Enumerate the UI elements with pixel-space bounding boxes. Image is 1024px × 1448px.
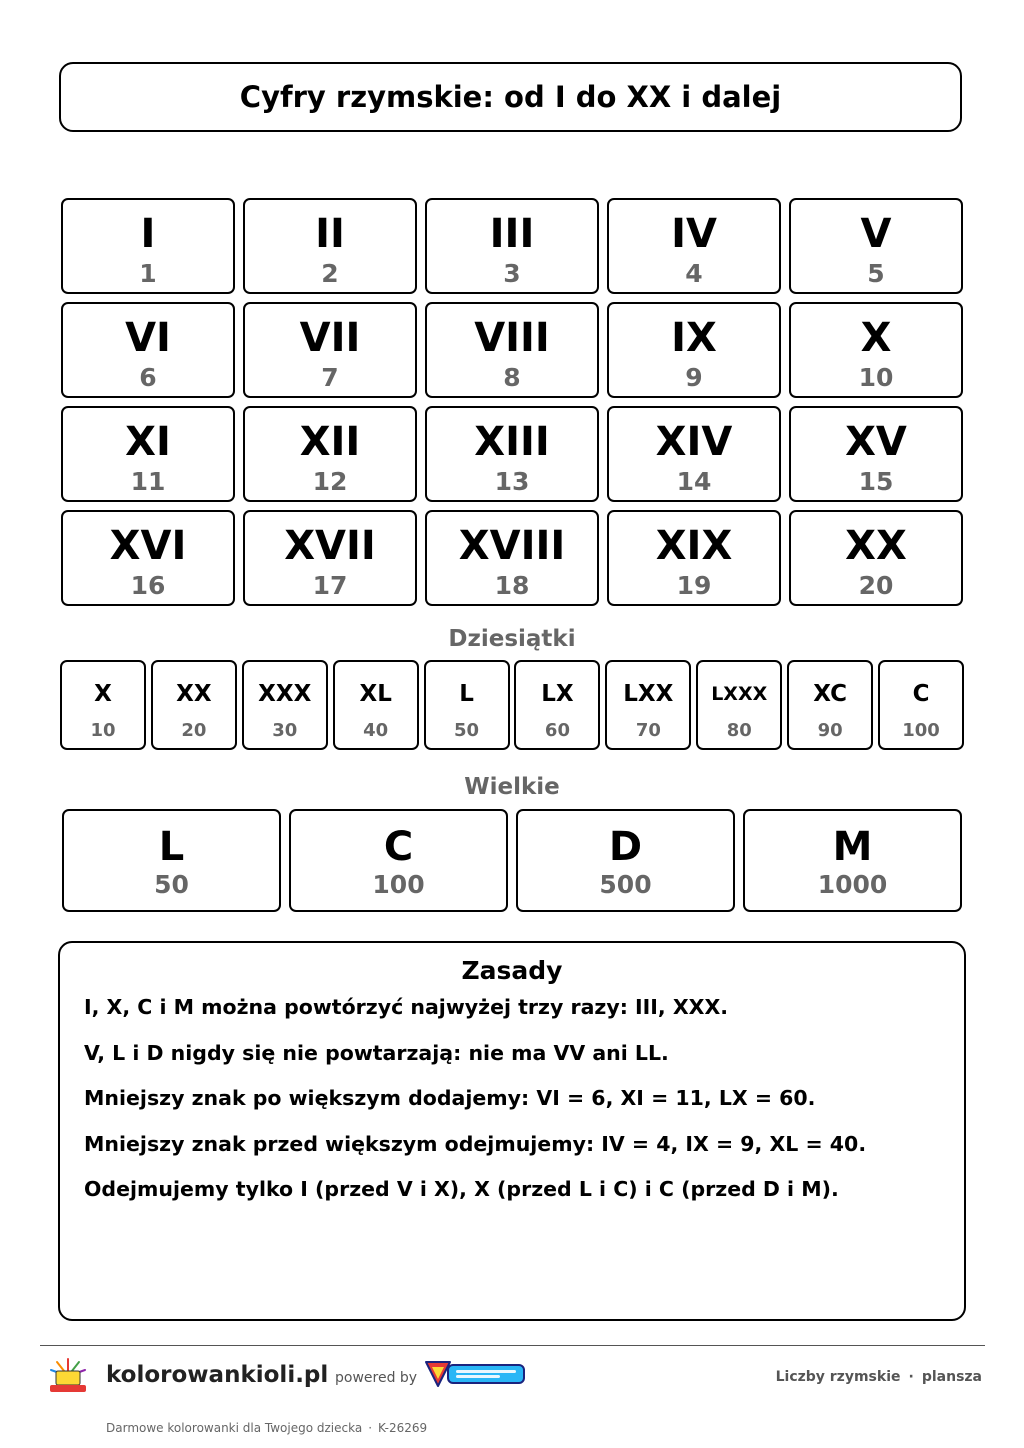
arabic-number: 14	[676, 467, 712, 496]
site-name[interactable]: kolorowankioli.pl	[106, 1362, 329, 1388]
arabic-number: 90	[817, 720, 843, 741]
roman-numeral: XX	[845, 523, 907, 569]
numeral-card	[425, 406, 599, 502]
large-section-label: Wielkie	[464, 774, 560, 800]
arabic-number: 13	[494, 467, 530, 496]
roman-numeral: V	[860, 211, 892, 257]
numeral-card	[61, 302, 235, 398]
footer-note-text: Darmowe kolorowanki dla Twojego dziecka	[106, 1421, 363, 1435]
tens-card	[60, 660, 146, 750]
rules-title: Zasady	[461, 956, 563, 985]
roman-numeral: LXX	[623, 681, 674, 707]
roman-numeral: X	[94, 681, 112, 707]
arabic-number: 1000	[817, 870, 888, 899]
roman-numeral: L	[158, 824, 185, 870]
roman-numeral: LXXX	[711, 683, 768, 705]
large-card	[62, 809, 281, 912]
tens-card	[514, 660, 600, 750]
rule-item: Odejmujemy tylko I (przed V i X), X (przed L i C) i C (przed D i M).	[84, 1177, 839, 1201]
arabic-number: 20	[181, 720, 207, 741]
roman-numeral: XIII	[474, 419, 550, 465]
numeral-card	[607, 406, 781, 502]
roman-numeral: XII	[299, 419, 361, 465]
roman-numeral: C	[383, 824, 414, 870]
roman-numeral: LX	[541, 681, 574, 707]
arabic-number: 17	[312, 571, 348, 600]
arabic-number: 100	[372, 870, 425, 899]
numeral-card	[789, 198, 963, 294]
roman-numeral: XVI	[109, 523, 187, 569]
roman-numeral: C	[912, 681, 930, 707]
footer-category: Liczby rzymskie	[775, 1369, 901, 1385]
tens-section-label: Dziesiątki	[448, 626, 576, 652]
arabic-number: 80	[726, 720, 752, 741]
rule-item: I, X, C i M można powtórzyć najwyżej trzy razy: III, XXX.	[84, 995, 729, 1019]
powered-by-text: powered by	[335, 1370, 418, 1386]
arabic-number: 30	[272, 720, 298, 741]
roman-numeral: XIV	[655, 419, 733, 465]
arabic-number: 5	[867, 259, 885, 288]
roman-numeral: XX	[176, 681, 212, 707]
arabic-number: 12	[312, 467, 348, 496]
roman-numeral: VI	[125, 315, 171, 361]
arabic-number: 50	[154, 870, 189, 899]
tens-card	[242, 660, 328, 750]
roman-numeral: IX	[671, 315, 717, 361]
arabic-number: 500	[599, 870, 652, 899]
roman-numeral: I	[140, 211, 156, 257]
roman-numeral: VII	[299, 315, 361, 361]
footer-code: K-26269	[378, 1421, 428, 1435]
arabic-number: 19	[676, 571, 712, 600]
animatolka-logo-icon[interactable]	[424, 1358, 526, 1390]
arabic-number: 10	[90, 720, 116, 741]
roman-numeral: XL	[359, 681, 392, 707]
footer-divider	[40, 1345, 985, 1346]
roman-numeral: III	[489, 211, 535, 257]
arabic-number: 11	[130, 467, 166, 496]
roman-numeral: D	[608, 824, 643, 870]
tens-row	[60, 660, 964, 750]
tens-card	[151, 660, 237, 750]
numeral-card	[243, 302, 417, 398]
numeral-card	[607, 510, 781, 606]
numeral-card	[607, 198, 781, 294]
arabic-number: 40	[363, 720, 389, 741]
arabic-number: 9	[685, 363, 703, 392]
arabic-number: 3	[503, 259, 521, 288]
roman-numeral: XIX	[655, 523, 733, 569]
numeral-card	[61, 406, 235, 502]
roman-numeral: VIII	[474, 315, 550, 361]
arabic-number: 50	[454, 720, 480, 741]
arabic-number: 2	[321, 259, 339, 288]
roman-numeral: M	[832, 824, 873, 870]
large-card	[516, 809, 735, 912]
arabic-number: 100	[902, 720, 940, 741]
numeral-card	[425, 198, 599, 294]
arabic-number: 70	[635, 720, 661, 741]
numeral-card	[243, 198, 417, 294]
arabic-number: 20	[858, 571, 894, 600]
arabic-number: 10	[858, 363, 894, 392]
kolorowankioli-logo-icon[interactable]	[46, 1356, 90, 1396]
footer-separator: ·	[908, 1369, 914, 1385]
numeral-card	[61, 198, 235, 294]
footer-meta	[776, 1369, 982, 1385]
numeral-card	[789, 302, 963, 398]
arabic-number: 15	[858, 467, 894, 496]
large-card	[289, 809, 508, 912]
roman-numeral: XV	[845, 419, 907, 465]
rule-item: V, L i D nigdy się nie powtarzają: nie ma VV ani LL.	[84, 1040, 669, 1065]
roman-numeral: L	[459, 681, 474, 707]
roman-numeral: IV	[671, 211, 717, 257]
numerals-grid	[61, 198, 963, 606]
numeral-card	[789, 510, 963, 606]
roman-numeral: XVIII	[458, 523, 566, 569]
large-card	[743, 809, 962, 912]
large-numerals-row	[62, 809, 962, 912]
footer-type: plansza	[921, 1369, 982, 1385]
roman-numeral: XVII	[284, 523, 376, 569]
roman-numeral: XI	[125, 419, 171, 465]
numeral-card	[243, 510, 417, 606]
roman-numeral: XC	[813, 681, 848, 707]
arabic-number: 8	[503, 363, 521, 392]
rules-box	[58, 941, 966, 1321]
roman-numeral: XXX	[258, 681, 312, 707]
rule-item: Mniejszy znak po większym dodajemy: VI = 6, XI = 11, LX = 60.	[84, 1086, 816, 1110]
arabic-number: 16	[130, 571, 166, 600]
rule-item: Mniejszy znak przed większym odejmujemy: IV = 4, IX = 9, XL = 40.	[84, 1131, 867, 1156]
arabic-number: 18	[494, 571, 530, 600]
tens-card	[333, 660, 419, 750]
tens-card	[787, 660, 873, 750]
rules-list	[60, 994, 964, 1202]
arabic-number: 6	[139, 363, 157, 392]
roman-numeral: X	[860, 315, 892, 361]
tens-card	[878, 660, 964, 750]
tens-card	[696, 660, 782, 750]
arabic-number: 4	[685, 259, 703, 288]
arabic-number: 1	[139, 259, 157, 288]
numeral-card	[243, 406, 417, 502]
tens-card	[605, 660, 691, 750]
roman-numeral: II	[315, 211, 345, 257]
arabic-number: 7	[321, 363, 339, 392]
footer-note-separator: ·	[368, 1421, 373, 1435]
numeral-card	[789, 406, 963, 502]
arabic-number: 60	[544, 720, 570, 741]
numeral-card	[425, 302, 599, 398]
tens-card	[424, 660, 510, 750]
numeral-card	[425, 510, 599, 606]
numeral-card	[607, 302, 781, 398]
footer-note	[106, 1421, 427, 1435]
page-title: Cyfry rzymskie: od I do XX i dalej	[59, 62, 962, 132]
numeral-card	[61, 510, 235, 606]
